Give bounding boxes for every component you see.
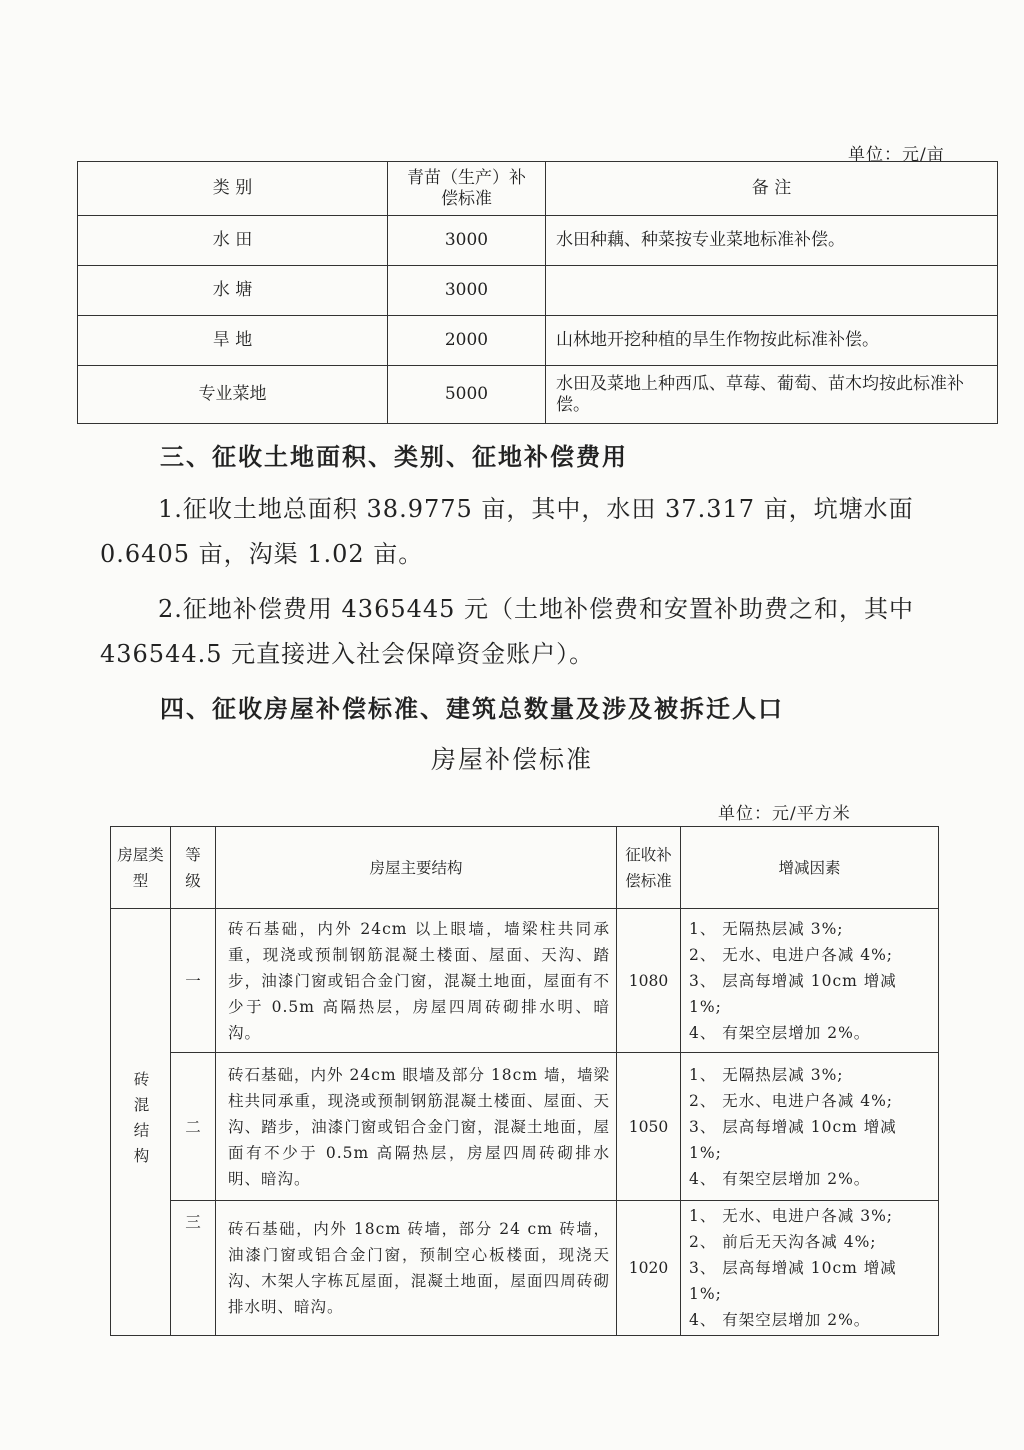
factors-cell — [681, 1201, 939, 1336]
house-compensation-table — [110, 826, 939, 1336]
row-standard: 3000 — [388, 216, 546, 266]
row-category: 专业菜地 — [78, 366, 388, 424]
table-row — [78, 366, 998, 424]
grade-cell: 三 — [171, 1201, 216, 1336]
header-grade: 等级 — [171, 827, 216, 909]
factor-item: 1、 无隔热层减 3%; — [689, 1065, 844, 1084]
standard-cell: 1020 — [617, 1201, 681, 1336]
structure-cell: 砖石基础，内外 24cm 眼墙及部分 18cm 墙，墙梁柱共同承重，现浇或预制钢筋混凝土楼面、屋面、天沟、踏步，油漆门窗或铝合金门窗，混凝土地面，屋面有不少于 0.5m 高隔热层，房屋四周砖砌排水明、暗沟。 — [216, 1053, 617, 1201]
structure-cell: 砖石基础，内外 24cm 以上眼墙，墙梁柱共同承重，现浇或预制钢筋混凝土楼面、屋面、天沟、踏步，油漆门窗或铝合金门窗，混凝土地面，屋面有不少于 0.5m 高隔热层，房屋四周砖砌排水明、暗沟。 — [216, 909, 617, 1053]
seedling-compensation-table — [77, 161, 998, 424]
table-row — [78, 266, 998, 316]
header-structure: 房屋主要结构 — [216, 827, 617, 909]
factor-item: 4、 有架空层增加 2%。 — [689, 1169, 871, 1188]
table-header-row — [78, 162, 998, 216]
factor-item: 3、 层高每增减 10cm 增减 1%; — [689, 971, 897, 1016]
row-standard: 5000 — [388, 366, 546, 424]
section3-paragraph-2: 2.征地补偿费用 4365445 元（土地补偿费和安置补助费之和，其中 436544.5 元直接进入社会保障资金账户）。 — [100, 595, 915, 668]
table-row — [78, 316, 998, 366]
house-type-label: 砖混结构 — [131, 1071, 150, 1173]
factors-cell — [681, 909, 939, 1053]
grade-cell: 一 — [171, 909, 216, 1053]
row-category: 水 田 — [78, 216, 388, 266]
row-note — [546, 266, 998, 316]
row-category: 旱 地 — [78, 316, 388, 366]
table-row — [111, 909, 939, 1053]
header-standard: 青苗（生产）补偿标准 — [388, 162, 546, 216]
factor-item: 4、 有架空层增加 2%。 — [689, 1023, 871, 1042]
table1-unit: 单位：元/亩 — [848, 145, 945, 165]
factor-item: 3、 层高每增减 10cm 增减 1%; — [689, 1117, 897, 1162]
section4-heading: 四、征收房屋补偿标准、建筑总数量及涉及被拆迁人口 — [160, 694, 784, 723]
row-note: 水田及菜地上种西瓜、草莓、葡萄、苗木均按此标准补偿。 — [546, 366, 998, 424]
structure-cell: 砖石基础，内外 18cm 砖墙，部分 24 cm 砖墙，油漆门窗或铝合金门窗，预制空心板楼面，现浇天沟、木架人字栋瓦屋面，混凝土地面，屋面四周砖砌排水明、暗沟。 — [216, 1201, 617, 1336]
factor-item: 2、 前后无天沟各减 4%; — [689, 1233, 877, 1251]
table-row — [111, 1053, 939, 1201]
factor-item: 1、 无水、电进户各减 3%; — [689, 1207, 894, 1225]
header-factors: 增减因素 — [681, 827, 939, 909]
header-note: 备 注 — [546, 162, 998, 216]
factor-item: 2、 无水、电进户各减 4%; — [689, 945, 894, 964]
header-category: 类 别 — [78, 162, 388, 216]
factor-item: 2、 无水、电进户各减 4%; — [689, 1091, 894, 1110]
row-category: 水 塘 — [78, 266, 388, 316]
house-type-cell — [111, 909, 171, 1336]
row-standard: 3000 — [388, 266, 546, 316]
standard-cell: 1050 — [617, 1053, 681, 1201]
factor-item: 3、 层高每增减 10cm 增减 1%; — [689, 1259, 897, 1303]
grade-cell: 二 — [171, 1053, 216, 1201]
factor-item: 1、 无隔热层减 3%; — [689, 919, 844, 938]
section3-heading: 三、征收土地面积、类别、征地补偿费用 — [160, 442, 628, 471]
table-row — [111, 1201, 939, 1336]
row-note: 山林地开挖种植的旱生作物按此标准补偿。 — [546, 316, 998, 366]
header-house-type: 房屋类型 — [111, 827, 171, 909]
row-standard: 2000 — [388, 316, 546, 366]
section3-paragraph-1: 1.征收土地总面积 38.9775 亩，其中，水田 37.317 亩，坑塘水面 0.6405 亩，沟渠 1.02 亩。 — [100, 495, 914, 568]
table-row — [78, 216, 998, 266]
factor-item: 4、 有架空层增加 2%。 — [689, 1311, 871, 1329]
table-header-row — [111, 827, 939, 909]
row-note: 水田种藕、种菜按专业菜地标准补偿。 — [546, 216, 998, 266]
standard-cell: 1080 — [617, 909, 681, 1053]
factors-cell — [681, 1053, 939, 1201]
header-standard: 征收补偿标准 — [617, 827, 681, 909]
table2-unit: 单位：元/平方米 — [718, 804, 851, 824]
table2-title: 房屋补偿标准 — [430, 745, 593, 774]
